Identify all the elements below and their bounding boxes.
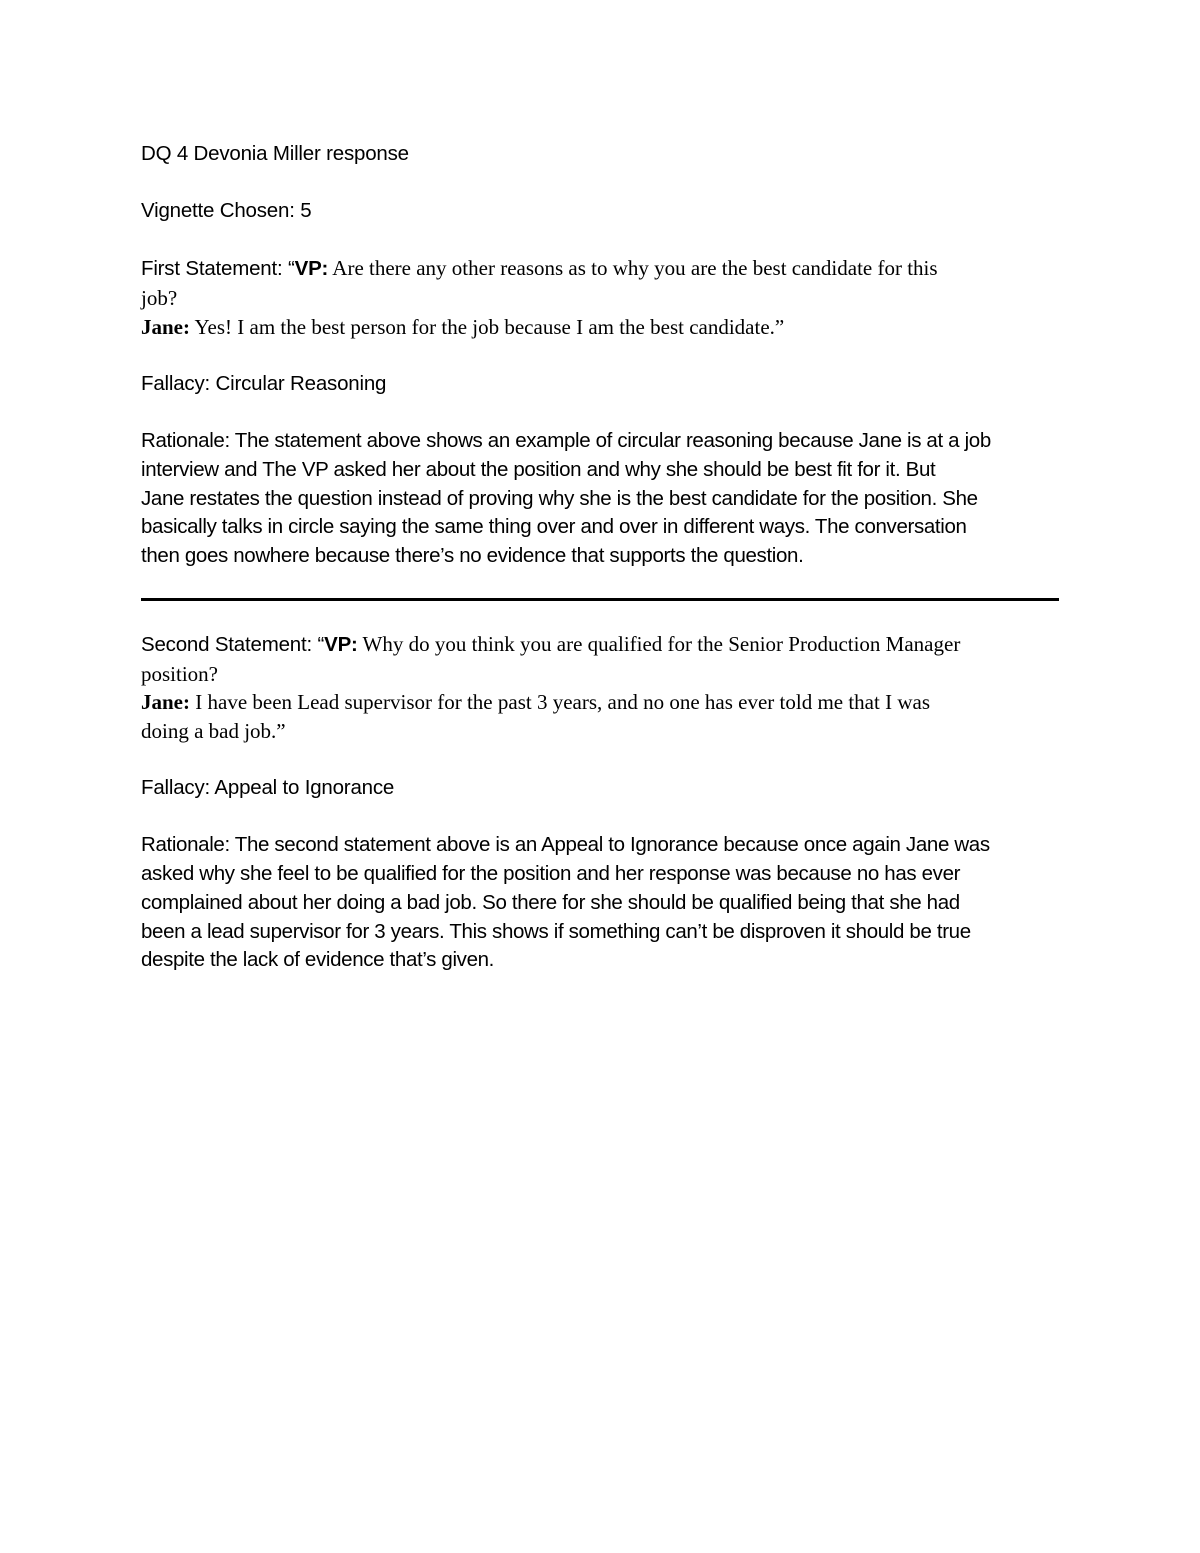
first-vp-tag: VP: <box>294 257 329 281</box>
first-vp-text: Are there any other reasons as to why you are the best candidate for this <box>328 256 938 281</box>
first-statement-line <box>141 254 1059 284</box>
second-rationale-line: asked why she feel to be qualified for the position and her response was because no has ever <box>141 861 961 885</box>
second-rationale-line: despite the lack of evidence that’s given. <box>141 948 495 972</box>
second-statement-line <box>141 630 1059 660</box>
second-jane-text-continued: doing a bad job.” <box>141 718 286 743</box>
second-statement-label: Second Statement: “ <box>141 633 325 656</box>
second-vp-text: Why do you think you are qualified for the Senior Production Manager <box>357 632 961 656</box>
second-vp-text-continued: position? <box>141 661 218 686</box>
vignette-label: Vignette Chosen: 5 <box>141 199 312 223</box>
second-rationale-line: Rationale: The second statement above is an Appeal to Ignorance because once again Jane was <box>141 833 990 857</box>
first-statement-label: First Statement: “ <box>141 257 295 281</box>
doc-heading: DQ 4 Devonia Miller response <box>141 142 409 165</box>
first-rationale <box>141 427 1059 571</box>
second-jane-text: I have been Lead supervisor for the past 3 years, and no one has ever told me that I was <box>190 690 930 715</box>
second-fallacy: Fallacy: Appeal to Ignorance <box>141 775 395 799</box>
second-jane-line <box>141 688 1059 717</box>
second-rationale-line: complained about her doing a bad job. So there for she should be qualified being that she had <box>141 890 960 914</box>
document-page <box>141 140 1059 571</box>
first-rationale-line: Rationale: The statement above shows an example of circular reasoning because Jane is at a job <box>141 428 991 452</box>
first-jane-tag: Jane: <box>141 314 190 339</box>
first-rationale-line: basically talks in circle saying the same thing over and over in different ways. The conversation <box>141 515 967 539</box>
first-rationale-line: then goes nowhere because there’s no evidence that supports the question. <box>141 544 804 568</box>
first-vp-text-continued: job? <box>141 285 178 310</box>
first-rationale-line: Jane restates the question instead of proving why she is the best candidate for the position. She <box>141 486 978 510</box>
second-rationale-line: been a lead supervisor for 3 years. This shows if something can’t be disproven it should be true <box>141 919 971 943</box>
first-fallacy: Fallacy: Circular Reasoning <box>141 371 387 395</box>
second-rationale <box>141 831 1059 975</box>
second-vp-tag: VP: <box>324 633 358 656</box>
horizontal-divider <box>141 598 1059 601</box>
second-section <box>141 630 1059 975</box>
second-jane-tag: Jane: <box>141 690 190 715</box>
first-jane-text: Yes! I am the best person for the job because I am the best candidate.” <box>190 314 785 339</box>
first-jane-line <box>141 313 1059 342</box>
first-rationale-line: interview and The VP asked her about the position and why she should be best fit for it. But <box>141 457 936 481</box>
